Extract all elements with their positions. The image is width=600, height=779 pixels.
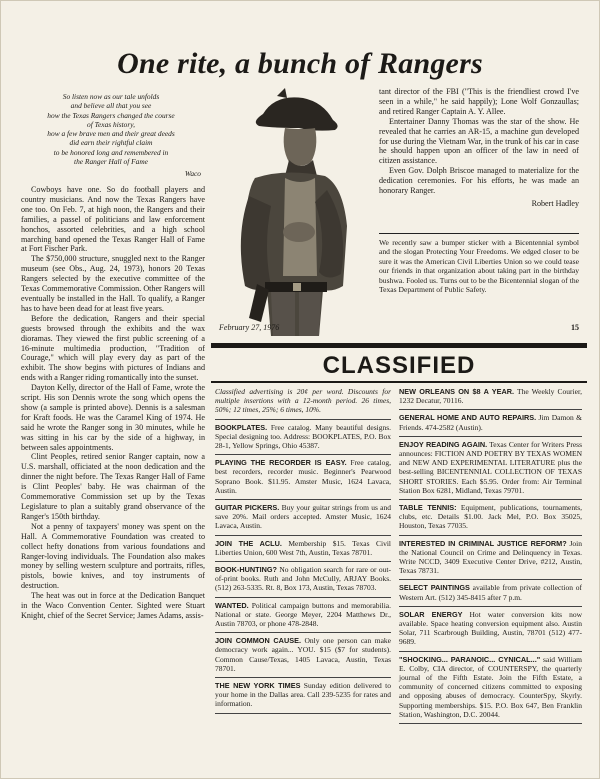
classified-right-column <box>399 387 582 724</box>
article-intro-verse <box>21 92 201 179</box>
article-paragraph: Cowboys have one. So do football players and country musicians. And now the Texas Rangers have one too. On Feb. 7, at high noon, the Rangers and their families, a passel of politicians and law enforcement honchos, assorted celebrities, and a high school marching band opened the Texas Ranger Hall of Fame at Fort Fischer Park. <box>21 185 205 254</box>
article-paragraph: Dayton Kelly, director of the Hall of Fame, wrote the script. His son Dennis wrote the song which opens the show (a sample is printed above). Dennis is a salesman for Kraft foods. He was the Caramel King of 1974. He said he wrote the Ranger song in 30 minutes, while he was sitting in his car by the side of a highway, in between sales appointments. <box>21 383 205 452</box>
intro-line: how the Texas Rangers changed the course <box>47 110 175 120</box>
ad-body: Jim Damon & Friends. 474-2582 (Austin). <box>399 413 582 432</box>
ad-body: Buy your guitar strings from us and save 20%. Mail orders accepted. Amster Music, 1624 Lavaca, Austin. <box>215 503 391 531</box>
article-paragraph: The heat was out in force at the Dedication Banquet in the Waco Convention Center. Sighted were Stuart Knight, chief of the Secret Service; James Adams, assis- <box>21 591 205 620</box>
ad-body: No obligation search for rare or out-of-print books. Ruth and John McCully, ARJAY Books. (512) 263-5335. Rt. 8, Box 173, Austin, Texas 78703. <box>215 565 391 593</box>
article-paragraph: Even Gov. Dolph Briscoe managed to materialize for the dedication ceremonies. For his efforts, he was made an honorary Ranger. <box>379 166 579 196</box>
page-number: 15 <box>571 323 579 332</box>
ad-body: Free catalog. Many beautiful designs. Special designing too. Address: BOOKPLATES, P.O. Box 28-1, Yellow Springs, Ohio 45387. <box>215 422 391 451</box>
classified-ad <box>215 455 391 500</box>
intro-line: So listen now as our tale unfolds <box>62 92 160 101</box>
classified-left-column <box>215 387 391 714</box>
classified-bottom-rule <box>211 381 587 383</box>
classified-ad <box>215 633 391 678</box>
classified-heading: CLASSIFIED <box>322 352 476 379</box>
ad-heading: JOIN COMMON CAUSE. <box>215 636 301 646</box>
article-paragraph: The $750,000 structure, snuggled next to the Ranger museum (see Obs., Aug. 24, 1973), honors 20 Texas Rangers selected by the executive committee of the Texas Commemorative Commission. Other Rangers will eventually be installed in the Hall. To qualify, a Ranger has to have been dead for at least five years. <box>21 254 205 313</box>
ad-heading: GENERAL HOME AND AUTO REPAIRS. <box>399 413 537 423</box>
article-main-column <box>21 185 205 621</box>
ad-heading: NEW ORLEANS ON $8 A YEAR. <box>399 387 515 396</box>
intro-line: to be honored long and remembered in <box>53 147 169 157</box>
ad-heading: GUITAR PICKERS. <box>215 503 280 513</box>
ad-heading: "SHOCKING... PARANOIC... CYNICAL..." <box>399 654 541 664</box>
article-paragraph: Not a penny of taxpayers' money was spent on the Hall. A Commemorative Foundation was created to collect hefty donations from various foundations and Ranger-loving individuals. The Foundation also makes money by selling western sculpture and portraits, rifles, pistols, bowie knives, and toy instruments of destruction. <box>21 521 205 591</box>
issue-date: February 27, 1976 <box>219 323 280 332</box>
intro-line: did earn their rightful claim <box>69 138 153 148</box>
classified-ad <box>215 562 391 598</box>
classified-ad <box>399 580 582 606</box>
ad-heading: BOOK-HUNTING? <box>215 565 278 575</box>
classified-ad <box>399 387 582 410</box>
classified-ad <box>399 607 582 652</box>
classified-ad <box>215 598 391 634</box>
classified-ad <box>215 536 391 562</box>
ad-heading: WANTED. <box>215 600 249 610</box>
classified-rates: Classified advertising is 20¢ per word. Discounts for multiple insertions with a 12-month period. 26 times, 50%; 12 times, 25%; 6 times, 10%. <box>215 387 391 420</box>
classified-ad <box>399 652 582 724</box>
ad-heading: JOIN THE ACLU. <box>215 538 282 548</box>
ad-heading: TABLE TENNIS: <box>399 503 457 513</box>
editor-note: We recently saw a bumper sticker with a Bicentennial symbol and the slogan Protecting Your Freedoms. We edged closer to be sure it was the American Civil Liberties Union so we could tease our friends in that organization about taking part in the birthday bushwa. Fooled us. Turns out to be the Bicentennial slogan of the Texas Department of Public Safety. <box>379 233 579 294</box>
ad-heading: ENJOY READING AGAIN. <box>399 439 488 449</box>
ad-body: Only one person can make democracy work again... YOU. $15 ($7 for students). Common Cause/Texas, 1405 Lavaca, Austin, Texas 78701. <box>215 636 392 673</box>
ad-body: Sunday edition delivered to your home in the Dallas area. Call 239-5235 for rates and information. <box>215 681 391 709</box>
article-paragraph: Entertainer Danny Thomas was the star of the show. He revealed that he carries an AR-15, a machine gun developed for use during the Vietnam War, in the trunk of his car in case he should happen upon an officer of the law in need of citizen assistance. <box>379 116 579 166</box>
article-right-column <box>379 87 579 209</box>
classified-ad <box>399 500 582 536</box>
intro-line: how a few brave men and their great deeds <box>47 129 175 139</box>
ad-heading: INTERESTED IN CRIMINAL JUSTICE REFORM? <box>399 538 567 548</box>
intro-line: of Texas history, <box>87 119 135 129</box>
ranger-illustration <box>215 86 371 341</box>
ad-body: Free catalog, best recorders, recorder music. Beginner's Pearwood Soprano Book. $11.95. Amster Music, 1624 Lavaca, Austin. <box>215 458 391 495</box>
classified-top-rule <box>211 343 587 348</box>
intro-line: and believe all that you see <box>70 101 152 111</box>
article-paragraph: Clint Peoples, retired senior Ranger captain, now a U.S. marshall, officiated at the noon dedication and the dinner the night before. The Texas Ranger Hall of Fame is Clint Peoples' baby. He was chairman of the Commemorative Commission set up by the Texas Legislature to plan a suitably grand observance of the Ranger's 150th birthday. <box>21 452 205 521</box>
intro-line: the Ranger Hall of Fame <box>74 157 148 167</box>
classified-ad <box>399 536 582 581</box>
ad-body: Texas Center for Writers Press announces: FICTION AND POETRY BY TEXAS WOMEN and NEW AND EXPERIMENTAL LITERATURE plus the best-selling BICENTENNIAL COLLECTION OF TEXAS SHORT STORIES. Each $5.95. Order from: Air Terminal Station Box 6281, Midland, Texas 79701. <box>399 439 583 495</box>
ad-body: Political campaign buttons and memorabilia. National or state. George Meyer, 2204 Matthews Dr., Austin 78703, or phone 478-2848. <box>215 600 391 629</box>
page-footer <box>219 323 579 332</box>
article-paragraph: tant director of the FBI ("This is the friendliest crowd I've seen in a while," he said happily); Lone Wolf Gonzaullas; and retired Ranger Captain A. Y. Allee. <box>379 87 579 116</box>
ad-body: The Weekly Courier, 1232 Decatur, 70116. <box>399 387 583 406</box>
ad-body: available from private collection of Western Art. (512) 345-8415 after 7 p.m. <box>399 583 582 602</box>
ad-body: Hot water conversion kits now available. Space heating conversion equipment also. Austin Solar, 711 Scarbrough Building, Austin, 78701 (512) 477-9689. <box>399 609 582 647</box>
article-title: One rite, a bunch of Rangers <box>117 47 483 80</box>
ad-heading: SELECT PAINTINGS <box>399 583 470 593</box>
ad-heading: BOOKPLATES. <box>215 422 268 432</box>
classified-ad <box>399 437 582 500</box>
ad-body: Membership $15. Texas Civil Liberties Union, 600 West 7th, Austin, Texas 78701. <box>215 538 391 557</box>
classified-ad <box>215 420 391 456</box>
ad-body: Join the National Council on Crime and Delinquency in Texas. Write NCCD, 3409 Executive Center Drive, #212, Austin, Texas 78731. <box>399 538 582 576</box>
ranger-photo <box>215 86 371 341</box>
classified-ad <box>215 500 391 536</box>
ad-heading: THE NEW YORK TIMES <box>215 681 301 691</box>
intro-byline: Waco <box>184 169 201 179</box>
author-signature: Robert Hadley <box>531 198 579 208</box>
ad-heading: SOLAR ENERGY <box>399 609 463 619</box>
article-paragraph: Before the dedication, Rangers and their special guests browsed through the exhibits and the wax dioramas. They viewed the first public screening of a 16-minute multimedia production, "Tradition of Courage," which will play every day as part of the exhibit. The show begins with pictures of Indians and ends with a Ranger riding romantically into the sunset. <box>21 313 205 383</box>
ad-heading: PLAYING THE RECORDER IS EASY. <box>215 458 347 468</box>
ad-body: said William E. Colby, CIA director, of COUNTERSPY, the quarterly journal of the Fifth Estate. Join the Fifth Estate, a community of concerned citizens committed to exposing and opposing abuses of democracy. CounterSpy, Skyrly. Supporting memberships. $15. P.O. Box 647, Ben Franklin Station, Washington, D.C. 20044. <box>399 654 582 719</box>
classified-ad <box>399 410 582 436</box>
classified-ad <box>215 678 391 714</box>
ad-body: Equipment, publications, tournaments, clubs, etc. Details $1.00. Jack Mel, P.O. Box 35025, Houston, Texas 77035. <box>399 503 582 531</box>
